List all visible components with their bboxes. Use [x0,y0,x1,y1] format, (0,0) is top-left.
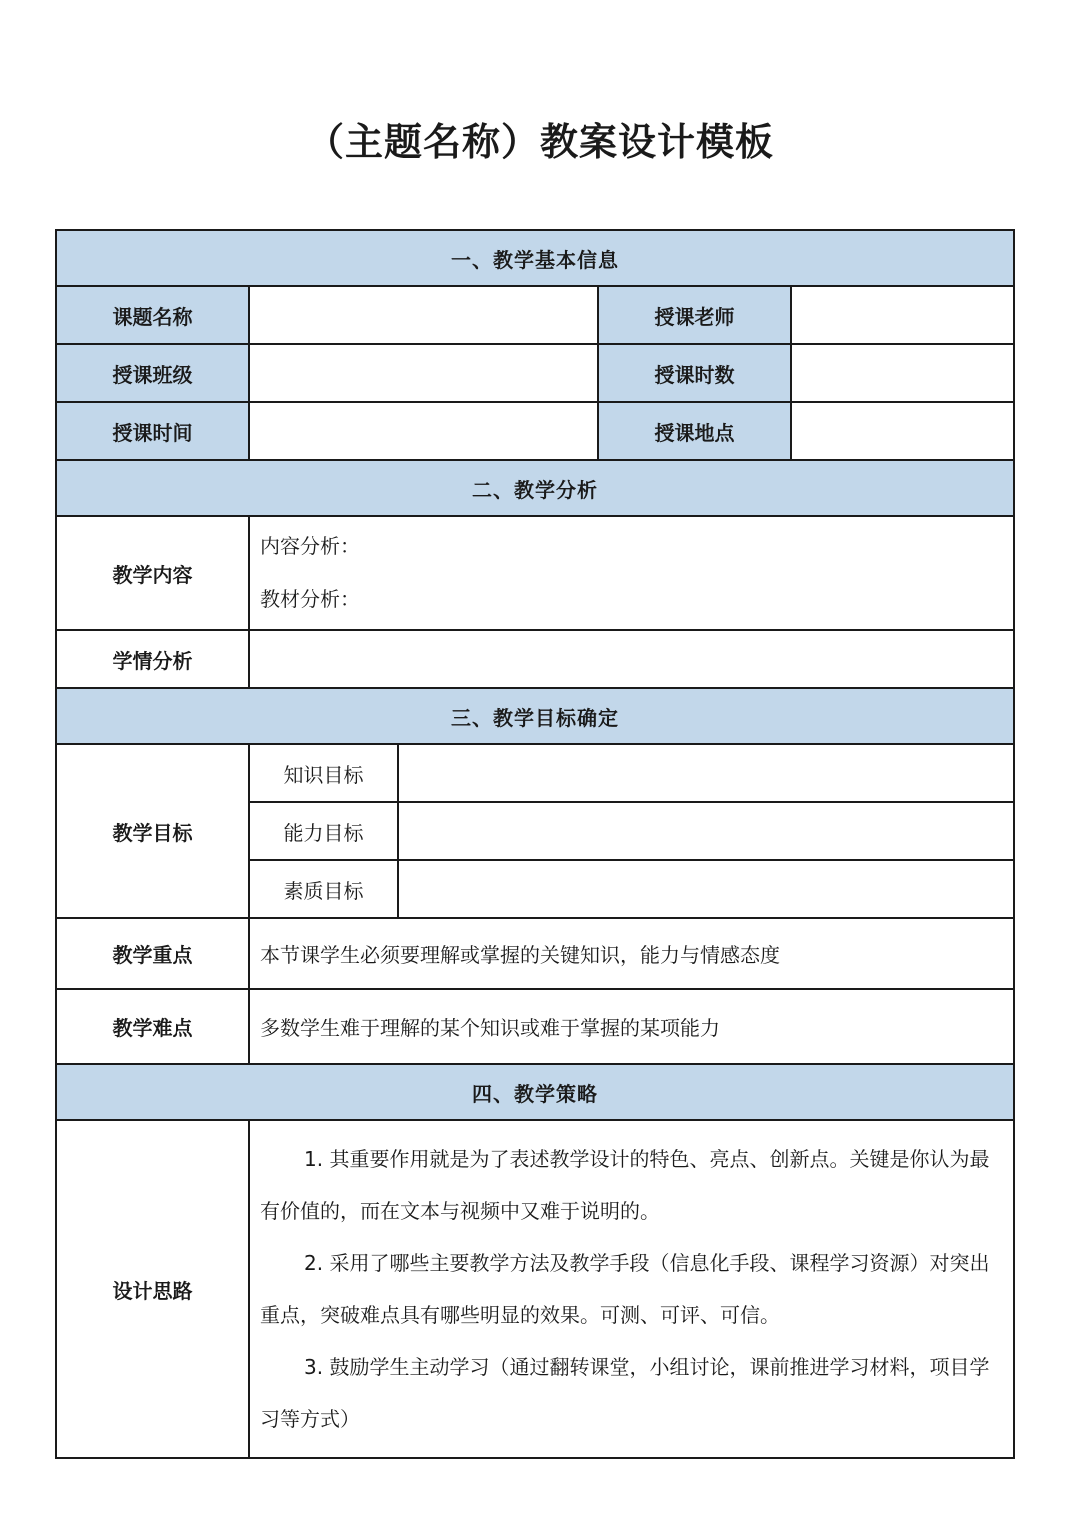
section-heading-objectives: 三、教学目标确定 [56,688,1014,744]
label-hours: 授课时数 [598,344,791,402]
content-analysis-line: 内容分析： [260,534,360,558]
field-ability-goal[interactable] [398,802,1014,860]
field-time[interactable] [249,402,598,460]
label-ability-goal: 能力目标 [249,802,398,860]
design-paragraph: 2. 采用了哪些主要教学方法及教学手段（信息化手段、课程学习资源）对突出重点，突破难点具有哪些明显的效果。可测、可评、可信。 [260,1251,990,1327]
field-knowledge-goal[interactable] [398,744,1014,802]
label-time: 授课时间 [56,402,249,460]
field-student-analysis[interactable] [249,630,1014,688]
label-design-idea: 设计思路 [56,1120,249,1458]
label-quality-goal: 素质目标 [249,860,398,918]
field-class[interactable] [249,344,598,402]
field-quality-goal[interactable] [398,860,1014,918]
label-student-analysis: 学情分析 [56,630,249,688]
field-teacher[interactable] [791,286,1014,344]
section-heading-strategy: 四、教学策略 [56,1064,1014,1120]
label-teacher: 授课老师 [598,286,791,344]
textbook-analysis-line: 教材分析： [260,587,360,611]
section-heading-basic-info: 一、教学基本信息 [56,230,1014,286]
field-topic-name[interactable] [249,286,598,344]
design-paragraph: 1. 其重要作用就是为了表述教学设计的特色、亮点、创新点。关键是你认为最有价值的，而在文本与视频中又难于说明的。 [260,1147,990,1223]
document-title: （主题名称）教案设计模板 [305,120,774,164]
design-paragraph: 3. 鼓励学生主动学习（通过翻转课堂，小组讨论，课前推进学习材料，项目学习等方式） [260,1355,990,1431]
label-key-points: 教学重点 [56,918,249,989]
field-design-idea[interactable] [249,1120,1014,1458]
field-hours[interactable] [791,344,1014,402]
label-teaching-objectives: 教学目标 [56,744,249,918]
field-key-points[interactable]: 本节课学生必须要理解或掌握的关键知识，能力与情感态度 [249,918,1014,989]
field-difficult-points[interactable]: 多数学生难于理解的某个知识或难于掌握的某项能力 [249,989,1014,1064]
field-location[interactable] [791,402,1014,460]
label-location: 授课地点 [598,402,791,460]
lesson-plan-table [55,229,1015,1459]
label-knowledge-goal: 知识目标 [249,744,398,802]
label-class: 授课班级 [56,344,249,402]
field-teaching-content[interactable] [249,516,1014,630]
section-heading-analysis: 二、教学分析 [56,460,1014,516]
label-topic-name: 课题名称 [56,286,249,344]
label-difficult-points: 教学难点 [56,989,249,1064]
label-teaching-content: 教学内容 [56,516,249,630]
